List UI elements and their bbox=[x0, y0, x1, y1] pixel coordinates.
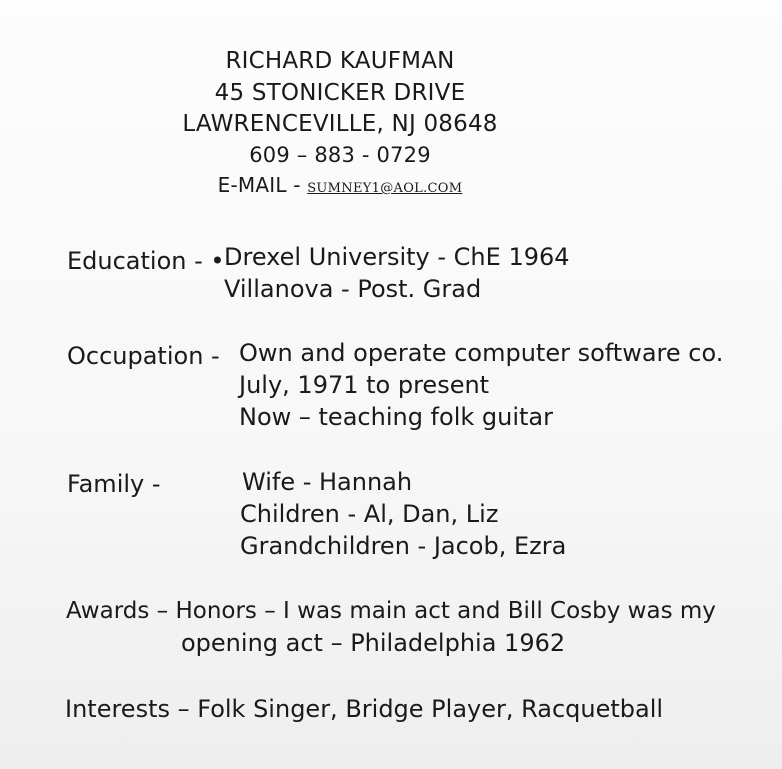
family-line-3: Grandchildren - Jacob, Ezra bbox=[240, 532, 567, 560]
contact-street: 45 STONICKER DRIVE bbox=[214, 80, 466, 106]
family-line-2: Children - Al, Dan, Liz bbox=[240, 500, 499, 528]
email-label: E-MAIL - bbox=[217, 173, 308, 197]
education-label: Education - • bbox=[67, 247, 225, 275]
awards-line-1: Awards – Honors – I was main act and Bill Cosby was my bbox=[66, 598, 716, 624]
email-address: SUMNEY1@AOL.COM bbox=[307, 181, 463, 196]
family-label: Family - bbox=[67, 470, 161, 498]
contact-phone: 609 – 883 - 0729 bbox=[249, 143, 431, 167]
education-line-2: Villanova - Post. Grad bbox=[224, 275, 482, 303]
occupation-label: Occupation - bbox=[67, 342, 220, 370]
contact-email-line bbox=[140, 172, 540, 202]
occupation-line-1: Own and operate computer software co. bbox=[239, 339, 724, 367]
awards-line-2: opening act – Philadelphia 1962 bbox=[181, 629, 566, 657]
interests-line: Interests – Folk Singer, Bridge Player, Racquetball bbox=[65, 695, 664, 723]
occupation-line-3: Now – teaching folk guitar bbox=[239, 403, 553, 431]
contact-name: RICHARD KAUFMAN bbox=[225, 48, 455, 74]
contact-city: LAWRENCEVILLE, NJ 08648 bbox=[182, 111, 498, 137]
education-line-1: Drexel University - ChE 1964 bbox=[224, 243, 570, 271]
occupation-line-2: July, 1971 to present bbox=[239, 371, 490, 399]
family-line-1: Wife - Hannah bbox=[242, 468, 413, 496]
